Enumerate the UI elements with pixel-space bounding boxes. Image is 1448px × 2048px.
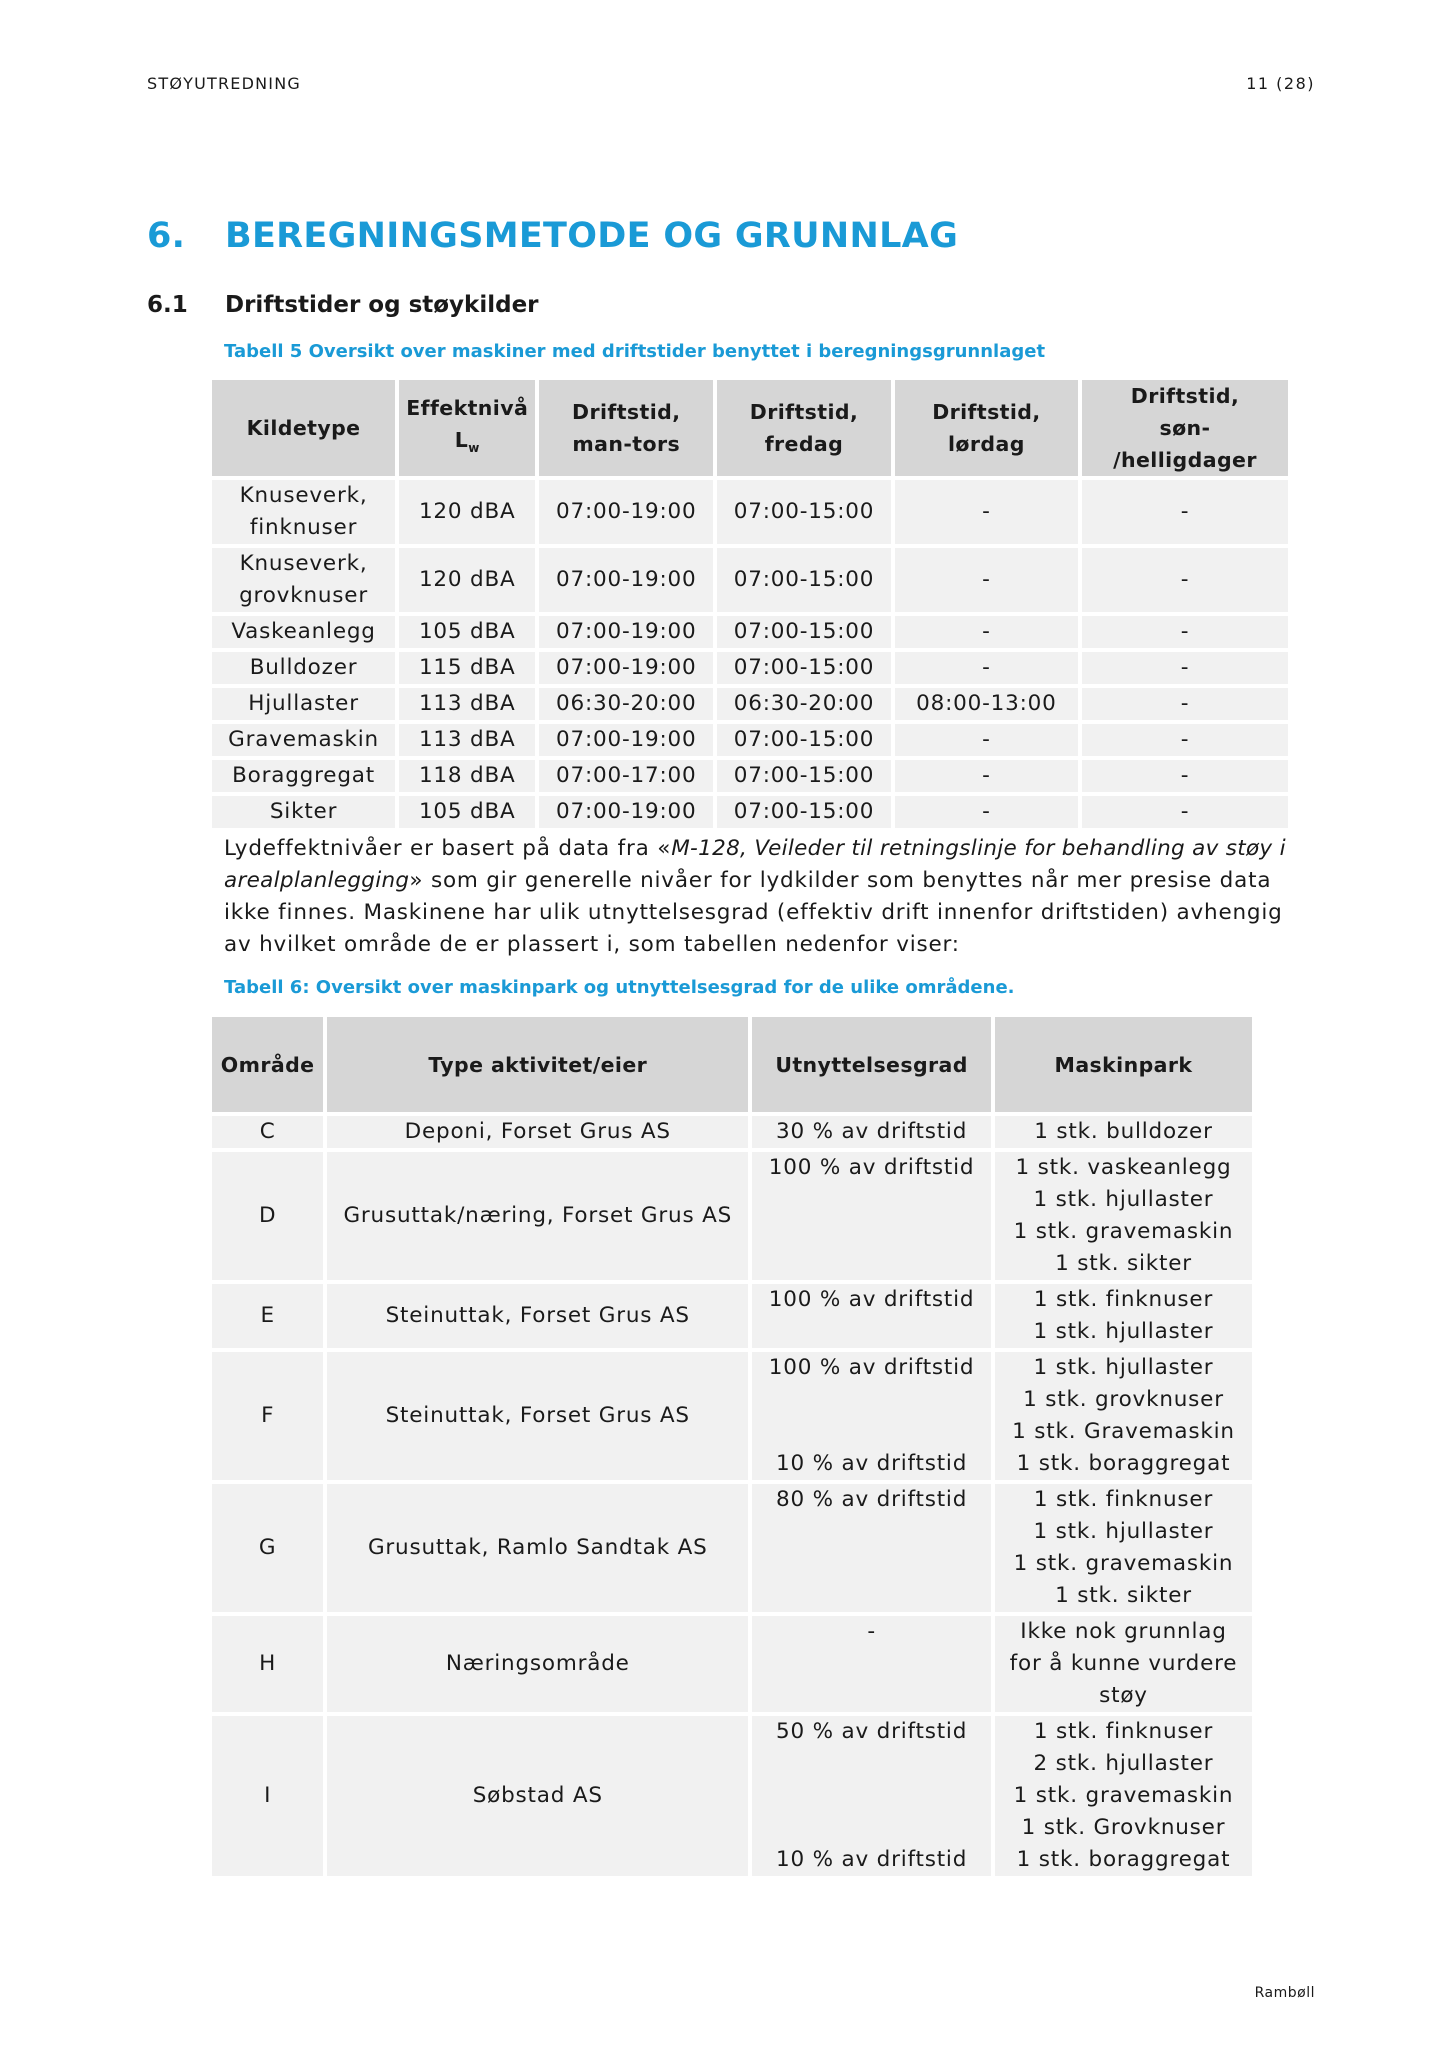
section-heading — [147, 216, 958, 256]
cell-lordag: - — [895, 616, 1078, 648]
table-row — [212, 796, 1288, 828]
table-row — [212, 1152, 1252, 1280]
utilization-value: 100 % av driftstid — [768, 1355, 975, 1380]
machine-item: 1 stk. sikter — [1055, 1251, 1192, 1276]
cell-mantors: 06:30-20:00 — [539, 688, 713, 720]
reference-title: M-128, Veileder til retningslinje for behandling av støy i arealplanlegging — [224, 836, 1286, 893]
cell-type: Steinuttak, Forset Grus AS — [327, 1284, 748, 1348]
cell-fredag: 07:00-15:00 — [717, 724, 891, 756]
cell-mantors: 07:00-19:00 — [539, 548, 713, 612]
cell-fredag: 07:00-15:00 — [717, 760, 891, 792]
cell-utnyttelsesgrad — [752, 1116, 991, 1148]
table-row — [212, 688, 1288, 720]
cell-lordag: - — [895, 796, 1078, 828]
table-header-row — [212, 1017, 1252, 1112]
table-row — [212, 548, 1288, 612]
utilization-value: - — [867, 1619, 876, 1644]
machine-item: 1 stk. vaskeanlegg — [1015, 1155, 1232, 1180]
cell-lordag: - — [895, 480, 1078, 544]
cell-omrade: E — [212, 1284, 323, 1348]
col-header-mantors: Driftstid, man-tors — [539, 380, 713, 476]
cell-son: - — [1082, 760, 1288, 792]
machine-item: 1 stk. Gravemaskin — [1012, 1419, 1235, 1444]
machine-item: 1 stk. boraggregat — [1016, 1847, 1231, 1872]
cell-kildetype: Hjullaster — [212, 688, 395, 720]
cell-effekt: 113 dBA — [399, 688, 535, 720]
machine-item: 1 stk. hjullaster — [1033, 1355, 1214, 1380]
machine-item: 1 stk. gravemaskin — [1013, 1551, 1234, 1576]
table6-caption: Tabell 6: Oversikt over maskinpark og utnyttelsesgrad for de ulike områdene. — [224, 977, 1015, 998]
table-row — [212, 1284, 1252, 1348]
cell-type: Grusuttak, Ramlo Sandtak AS — [327, 1484, 748, 1612]
cell-maskinpark — [995, 1152, 1252, 1280]
subsection-heading — [147, 292, 539, 318]
table-row — [212, 480, 1288, 544]
cell-utnyttelsesgrad — [752, 1284, 991, 1348]
cell-kildetype: Bulldozer — [212, 652, 395, 684]
cell-son: - — [1082, 688, 1288, 720]
cell-son: - — [1082, 616, 1288, 648]
cell-lordag: - — [895, 760, 1078, 792]
machine-item: 1 stk. hjullaster — [1033, 1319, 1214, 1344]
cell-son: - — [1082, 480, 1288, 544]
cell-maskinpark — [995, 1484, 1252, 1612]
cell-maskinpark — [995, 1716, 1252, 1876]
machine-item: 1 stk. Grovknuser — [1021, 1815, 1226, 1840]
cell-lordag: 08:00-13:00 — [895, 688, 1078, 720]
table5-machines-operating-hours — [208, 376, 1292, 832]
cell-omrade: G — [212, 1484, 323, 1612]
cell-fredag: 07:00-15:00 — [717, 796, 891, 828]
cell-effekt: 105 dBA — [399, 616, 535, 648]
cell-type: Steinuttak, Forset Grus AS — [327, 1352, 748, 1480]
table-row — [212, 616, 1288, 648]
machine-item: Ikke nok grunnlag — [1020, 1619, 1227, 1644]
cell-mantors: 07:00-19:00 — [539, 652, 713, 684]
cell-maskinpark — [995, 1284, 1252, 1348]
page-number: 11 (28) — [1246, 74, 1315, 93]
col-header-effekt: Effektnivå $L_w$ — [399, 380, 535, 476]
cell-mantors: 07:00-19:00 — [539, 724, 713, 756]
machine-item: 1 stk. grovknuser — [1023, 1387, 1224, 1412]
cell-son: - — [1082, 652, 1288, 684]
machine-item: 1 stk. sikter — [1055, 1583, 1192, 1608]
cell-son: - — [1082, 796, 1288, 828]
cell-fredag: 07:00-15:00 — [717, 652, 891, 684]
cell-fredag: 07:00-15:00 — [717, 480, 891, 544]
body-paragraph: Lydeffektnivåer er basert på data fra «M-128, Veileder til retningslinje for behandling av støy i arealplanlegging» som gir generelle nivåer for lydkilder som benyttes når mer presise data ikke finnes. Maskinene har ulik utnyttelsesgrad (effektiv drift innenfor driftstiden) avhengig av hvilket område de er plassert i, som tabellen nedenfor viser: — [224, 836, 1286, 957]
cell-utnyttelsesgrad — [752, 1352, 991, 1480]
table-row — [212, 1484, 1252, 1612]
col-header-son: Driftstid, søn- /helligdager — [1082, 380, 1288, 476]
cell-effekt: 115 dBA — [399, 652, 535, 684]
cell-kildetype: Knuseverk, finknuser — [212, 480, 395, 544]
running-header-title: STØYUTREDNING — [147, 74, 301, 93]
company-footer: Rambøll — [1254, 1985, 1315, 2001]
machine-item: 2 stk. hjullaster — [1033, 1751, 1214, 1776]
cell-kildetype: Sikter — [212, 796, 395, 828]
utilization-value: 30 % av driftstid — [776, 1119, 968, 1144]
subsection-number: 6.1 — [147, 292, 188, 318]
cell-maskinpark — [995, 1116, 1252, 1148]
cell-omrade: H — [212, 1616, 323, 1712]
table-row — [212, 1616, 1252, 1712]
table-row — [212, 724, 1288, 756]
cell-utnyttelsesgrad — [752, 1616, 991, 1712]
table5-caption: Tabell 5 Oversikt over maskiner med driftstider benyttet i beregningsgrunnlaget — [224, 341, 1046, 362]
cell-lordag: - — [895, 724, 1078, 756]
section-title: BEREGNINGSMETODE OG GRUNNLAG — [225, 216, 959, 256]
machine-item: 1 stk. finknuser — [1033, 1487, 1214, 1512]
cell-kildetype: Knuseverk, grovknuser — [212, 548, 395, 612]
cell-mantors: 07:00-19:00 — [539, 796, 713, 828]
utilization-value: 100 % av driftstid — [768, 1287, 975, 1312]
cell-son: - — [1082, 724, 1288, 756]
col-header-kildetype: Kildetype — [212, 380, 395, 476]
col-header-lordag: Driftstid, lørdag — [895, 380, 1078, 476]
table-row — [212, 760, 1288, 792]
col-header-omrade: Område — [212, 1017, 323, 1112]
cell-type: Næringsområde — [327, 1616, 748, 1712]
cell-fredag: 07:00-15:00 — [717, 616, 891, 648]
table-row — [212, 1352, 1252, 1480]
cell-type: Deponi, Forset Grus AS — [327, 1116, 748, 1148]
cell-kildetype: Vaskeanlegg — [212, 616, 395, 648]
machine-item: 1 stk. hjullaster — [1033, 1187, 1214, 1212]
cell-lordag: - — [895, 652, 1078, 684]
machine-item: 1 stk. gravemaskin — [1013, 1783, 1234, 1808]
utilization-value: 50 % av driftstid — [776, 1719, 968, 1744]
table-row — [212, 652, 1288, 684]
cell-utnyttelsesgrad — [752, 1484, 991, 1612]
cell-effekt: 120 dBA — [399, 548, 535, 612]
cell-effekt: 120 dBA — [399, 480, 535, 544]
table6-machine-park-utilization — [208, 1013, 1256, 1880]
col-header-fredag: Driftstid, fredag — [717, 380, 891, 476]
cell-mantors: 07:00-17:00 — [539, 760, 713, 792]
utilization-value: 100 % av driftstid — [768, 1155, 975, 1180]
cell-kildetype: Boraggregat — [212, 760, 395, 792]
cell-kildetype: Gravemaskin — [212, 724, 395, 756]
col-header-utnyttelsesgrad: Utnyttelsesgrad — [752, 1017, 991, 1112]
cell-effekt: 118 dBA — [399, 760, 535, 792]
machine-item: 1 stk. boraggregat — [1016, 1451, 1231, 1476]
cell-type: Grusuttak/næring, Forset Grus AS — [327, 1152, 748, 1280]
col-header-type: Type aktivitet/eier — [327, 1017, 748, 1112]
cell-fredag: 07:00-15:00 — [717, 548, 891, 612]
machine-item: 1 stk. gravemaskin — [1013, 1219, 1234, 1244]
cell-omrade: D — [212, 1152, 323, 1280]
machine-item: støy — [1099, 1683, 1148, 1708]
cell-omrade: I — [212, 1716, 323, 1876]
table-row — [212, 1116, 1252, 1148]
cell-omrade: C — [212, 1116, 323, 1148]
cell-lordag: - — [895, 548, 1078, 612]
cell-utnyttelsesgrad — [752, 1152, 991, 1280]
cell-son: - — [1082, 548, 1288, 612]
machine-item: for å kunne vurdere — [1009, 1651, 1238, 1676]
machine-item: 1 stk. finknuser — [1033, 1719, 1214, 1744]
machine-item: 1 stk. finknuser — [1033, 1287, 1214, 1312]
cell-effekt: 113 dBA — [399, 724, 535, 756]
table-row — [212, 1716, 1252, 1876]
machine-item: 1 stk. bulldozer — [1034, 1119, 1213, 1144]
section-number: 6. — [147, 216, 186, 256]
cell-type: Søbstad AS — [327, 1716, 748, 1876]
utilization-value-secondary: 10 % av driftstid — [776, 1847, 968, 1872]
cell-maskinpark — [995, 1616, 1252, 1712]
machine-item: 1 stk. hjullaster — [1033, 1519, 1214, 1544]
col-header-maskinpark: Maskinpark — [995, 1017, 1252, 1112]
table-header-row — [212, 380, 1288, 476]
utilization-value: 80 % av driftstid — [776, 1487, 968, 1512]
cell-utnyttelsesgrad — [752, 1716, 991, 1876]
subsection-title: Driftstider og støykilder — [225, 292, 539, 318]
cell-fredag: 06:30-20:00 — [717, 688, 891, 720]
cell-omrade: F — [212, 1352, 323, 1480]
cell-mantors: 07:00-19:00 — [539, 480, 713, 544]
cell-maskinpark — [995, 1352, 1252, 1480]
cell-mantors: 07:00-19:00 — [539, 616, 713, 648]
cell-effekt: 105 dBA — [399, 796, 535, 828]
utilization-value-secondary: 10 % av driftstid — [776, 1451, 968, 1476]
table6-body — [212, 1116, 1252, 1876]
